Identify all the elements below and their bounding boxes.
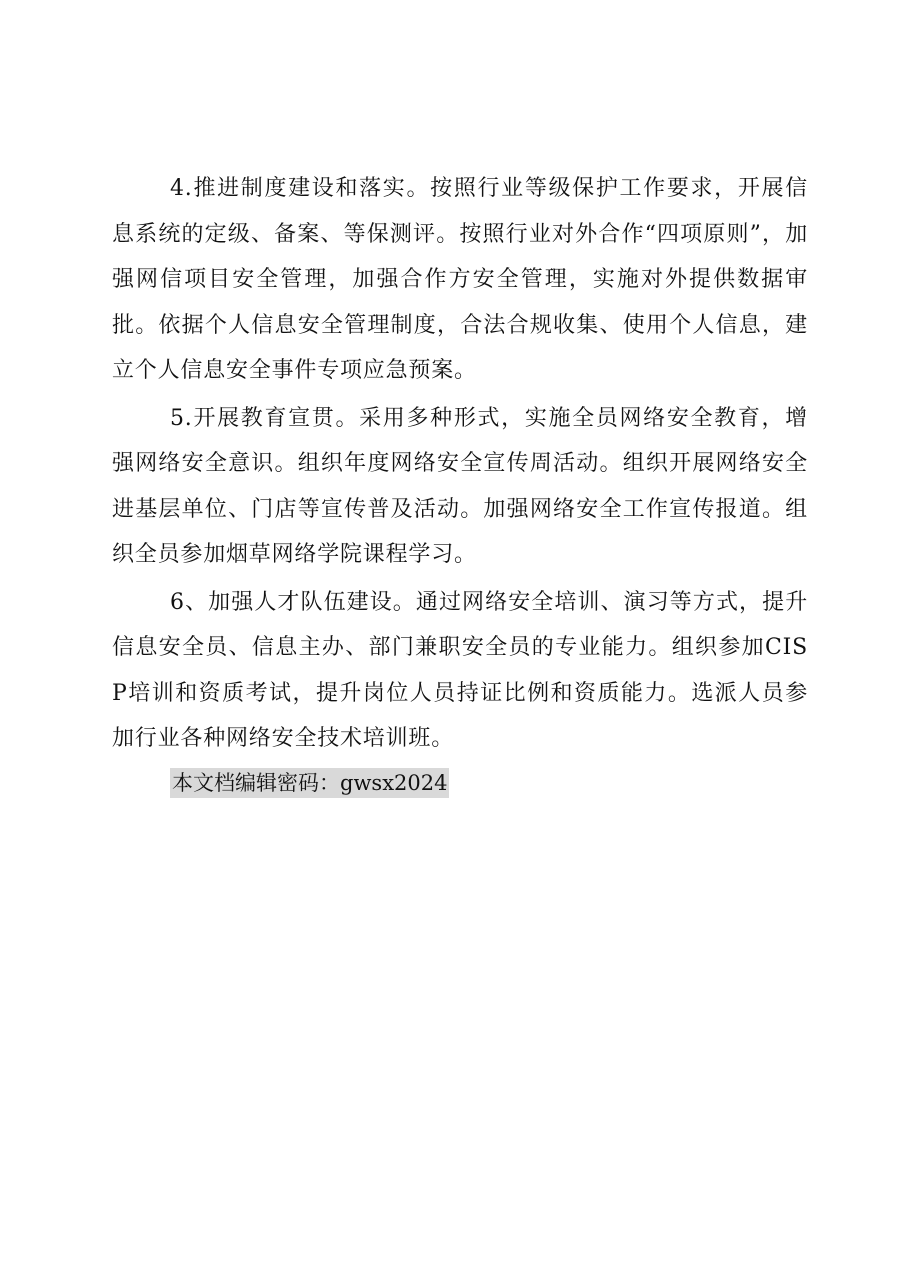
document-body bbox=[112, 166, 808, 798]
paragraph-item-6: 6、加强人才队伍建设。通过网络安全培训、演习等方式，提升信息安全员、信息主办、部门兼职安全员的专业能力。组织参加CISP培训和资质考试，提升岗位人员持证比例和资质能力。选派人员参加行业各种网络安全技术培训班。 bbox=[112, 589, 808, 751]
edit-password-label: 本文档编辑密码： bbox=[172, 770, 340, 795]
edit-password-value: gwsx2024 bbox=[340, 770, 448, 795]
paragraph-item-4: 4.推进制度建设和落实。按照行业等级保护工作要求，开展信息系统的定级、备案、等保测评。按照行业对外合作“四项原则”，加强网信项目安全管理，加强合作方安全管理，实施对外提供数据审批。依据个人信息安全管理制度，合法合规收集、使用个人信息，建立个人信息安全事件专项应急预案。 bbox=[112, 176, 808, 383]
edit-password-note bbox=[170, 768, 449, 798]
paragraph-item-5: 5.开展教育宣贯。采用多种形式，实施全员网络安全教育，增强网络安全意识。组织年度网络安全宣传周活动。组织开展网络安全进基层单位、门店等宣传普及活动。加强网络安全工作宣传报道。组织全员参加烟草网络学院课程学习。 bbox=[112, 405, 808, 567]
